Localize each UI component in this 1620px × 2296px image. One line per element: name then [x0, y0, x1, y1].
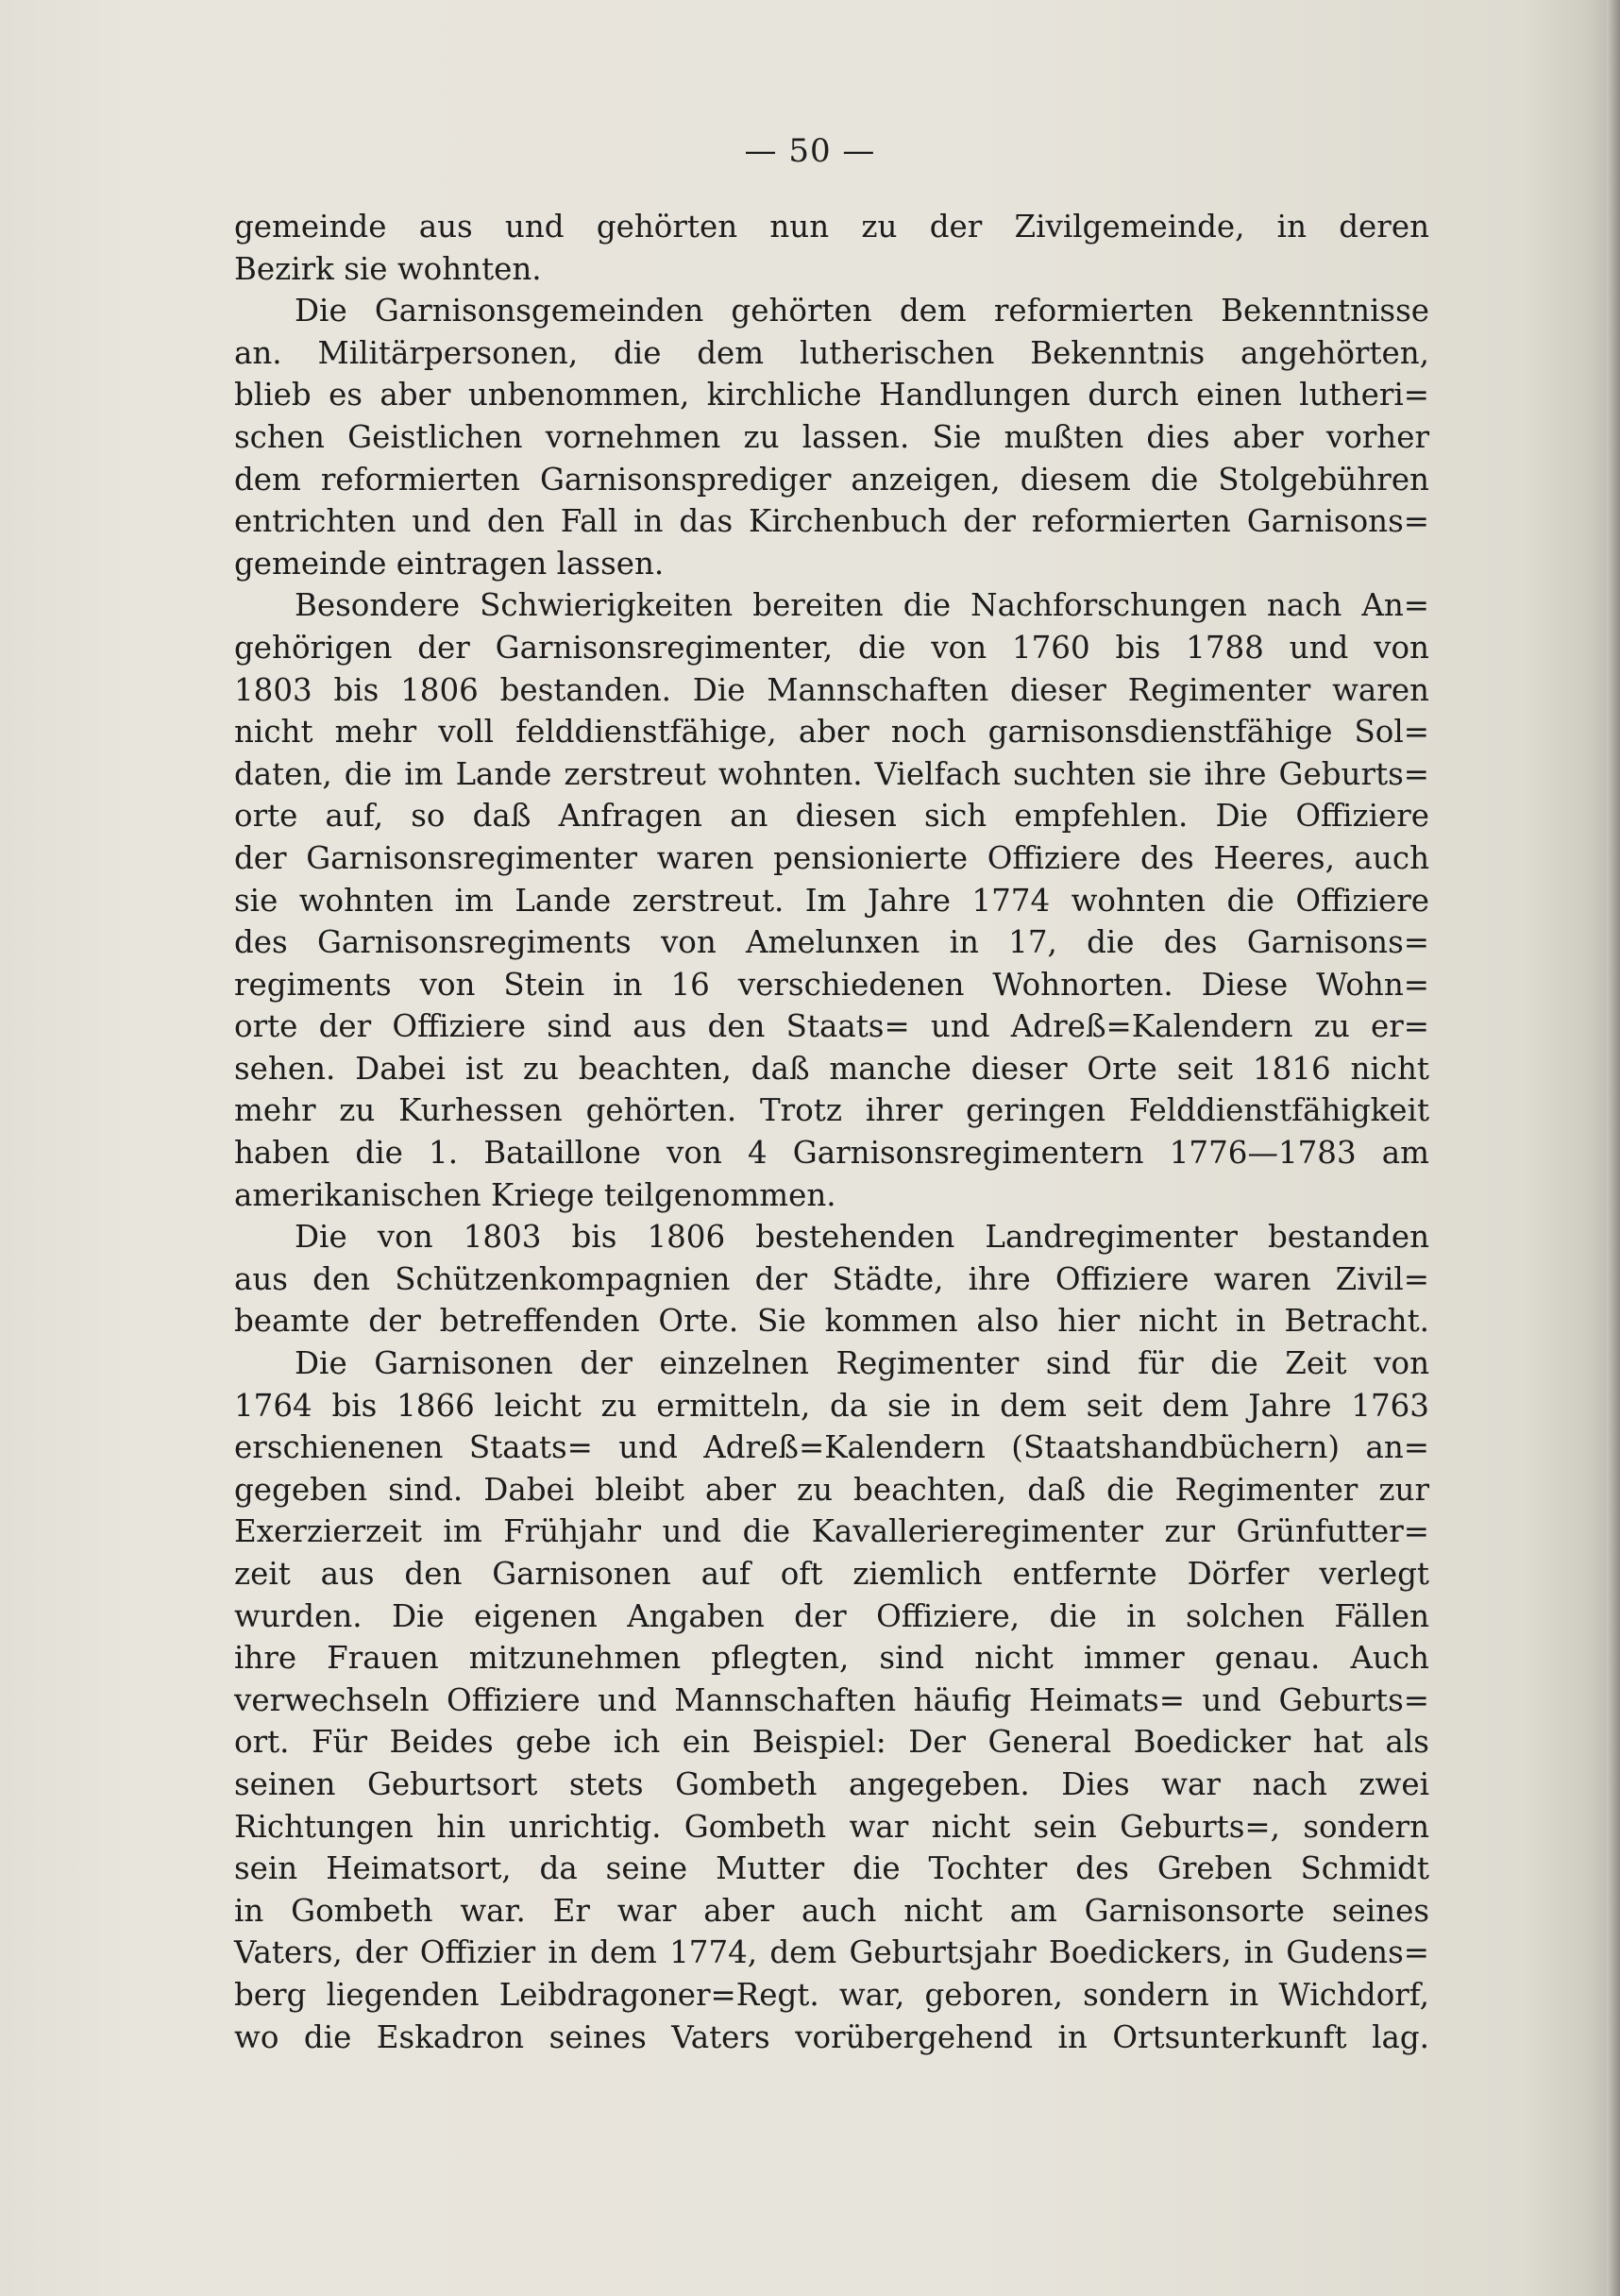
text-line: Die Garnisonen der einzelnen Regimenter sind für die Zeit von	[295, 1345, 1429, 1382]
text-line: Die Garnisonsgemeinden gehörten dem reformierten Bekenntnisse	[295, 293, 1429, 329]
text-line: zeit aus den Garnisonen auf oft ziemlich entfernte Dörfer verlegt	[234, 1556, 1429, 1592]
text-line: dem reformierten Garnisonsprediger anzeigen, diesem die Stolgebühren	[234, 461, 1429, 498]
text-line: seinen Geburtsort stets Gombeth angegeben. Dies war nach zwei	[234, 1765, 1429, 1802]
text-line: verwechseln Offiziere und Mannschaften häufig Heimats= und Geburts=	[234, 1681, 1429, 1718]
text-line: blieb es aber unbenommen, kirchliche Handlungen durch einen lutheri=	[234, 377, 1429, 414]
text-line: regiments von Stein in 16 verschiedenen Wohnorten. Diese Wohn=	[234, 966, 1429, 1003]
text-line: schen Geistlichen vornehmen zu lassen. Sie mußten dies aber vorher	[234, 418, 1429, 455]
text-line: aus den Schützenkompagnien der Städte, ihre Offiziere waren Zivil=	[234, 1260, 1429, 1297]
text-line: Vaters, der Offizier in dem 1774, dem Geburtsjahr Boedickers, in Gudens=	[234, 1934, 1429, 1971]
text-line: gehörigen der Garnisonsregimenter, die von 1760 bis 1788 und von	[234, 629, 1429, 666]
text-line: haben die 1. Bataillone von 4 Garnisonsregimentern 1776—1783 am	[234, 1135, 1429, 1172]
text-line: berg liegenden Leibdragoner=Regt. war, geboren, sondern in Wichdorf,	[234, 1976, 1429, 2013]
text-line: orte auf, so daß Anfragen an diesen sich empfehlen. Die Offiziere	[234, 798, 1429, 835]
text-line: sein Heimatsort, da seine Mutter die Tochter des Greben Schmidt	[234, 1850, 1429, 1887]
text-line: sie wohnten im Lande zerstreut. Im Jahre 1774 wohnten die Offiziere	[234, 882, 1429, 919]
text-line: der Garnisonsregimenter waren pensionierte Offiziere des Heeres, auch	[234, 839, 1429, 876]
text-line: gemeinde aus und gehörten nun zu der Zivilgemeinde, in deren	[234, 209, 1429, 245]
text-line: Exerzierzeit im Frühjahr und die Kavallerieregimenter zur Grünfutter=	[234, 1513, 1429, 1550]
text-line: an. Militärpersonen, die dem lutherischen Bekenntnis angehörten,	[234, 334, 1429, 371]
text-line: Besondere Schwierigkeiten bereiten die Nachforschungen nach An=	[295, 587, 1429, 624]
text-line: 1764 bis 1866 leicht zu ermitteln, da sie in dem seit dem Jahre 1763	[234, 1387, 1429, 1424]
text-line: wurden. Die eigenen Angaben der Offiziere, die in solchen Fällen	[234, 1597, 1429, 1634]
text-line: orte der Offiziere sind aus den Staats= und Adreß=Kalendern zu er=	[234, 1008, 1429, 1045]
text-line: wo die Eskadron seines Vaters vorübergehend in Ortsunterkunft lag.	[234, 2018, 1429, 2055]
text-line: 1803 bis 1806 bestanden. Die Mannschaften dieser Regimenter waren	[234, 671, 1429, 708]
text-line: gegeben sind. Dabei bleibt aber zu beachten, daß die Regimenter zur	[234, 1471, 1429, 1508]
text-line: gemeinde eintragen lassen.	[234, 545, 665, 582]
page-edge-shadow	[1607, 0, 1620, 2296]
text-line: erschienenen Staats= und Adreß=Kalendern (Staatshandbüchern) an=	[234, 1429, 1429, 1466]
text-line: Die von 1803 bis 1806 bestehenden Landregimenter bestanden	[295, 1219, 1429, 1256]
text-line: Richtungen hin unrichtig. Gombeth war nicht sein Geburts=, sondern	[234, 1808, 1429, 1845]
text-line: amerikanischen Kriege teilgenommen.	[234, 1176, 836, 1213]
text-line: in Gombeth war. Er war aber auch nicht am Garnisonsorte seines	[234, 1892, 1429, 1929]
text-line: ort. Für Beides gebe ich ein Beispiel: Der General Boedicker hat als	[234, 1724, 1429, 1761]
text-line: mehr zu Kurhessen gehörten. Trotz ihrer geringen Felddienstfähigkeit	[234, 1092, 1429, 1129]
text-line: ihre Frauen mitzunehmen pflegten, sind nicht immer genau. Auch	[234, 1640, 1429, 1677]
text-line: des Garnisonsregiments von Amelunxen in 17, die des Garnisons=	[234, 924, 1429, 961]
text-line: entrichten und den Fall in das Kirchenbuch der reformierten Garnisons=	[234, 503, 1429, 540]
body-text	[234, 206, 1429, 2058]
text-line: sehen. Dabei ist zu beachten, daß manche dieser Orte seit 1816 nicht	[234, 1050, 1429, 1087]
text-line: Bezirk sie wohnten.	[234, 250, 542, 287]
text-line: beamte der betreffenden Orte. Sie kommen also hier nicht in Betracht.	[234, 1303, 1429, 1340]
text-line: daten, die im Lande zerstreut wohnten. Vielfach suchten sie ihre Geburts=	[234, 755, 1429, 792]
page-number: — 50 —	[744, 132, 876, 170]
text-line: nicht mehr voll felddienstfähige, aber noch garnisonsdienstfähige Sol=	[234, 714, 1429, 751]
